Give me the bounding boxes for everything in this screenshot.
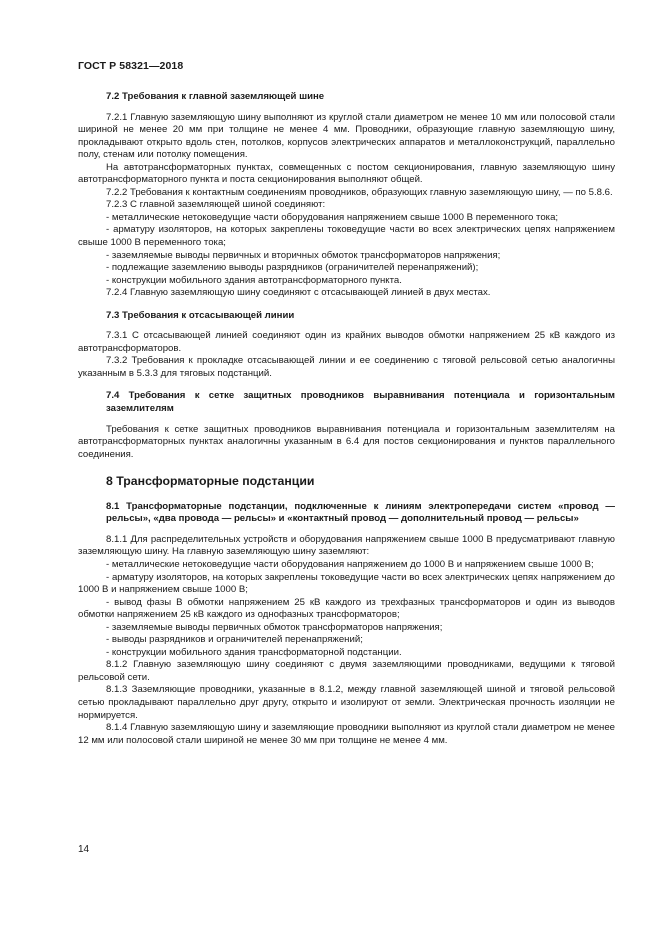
list-item: - подлежащие заземлению выводы разрядников (ограничителей перенапряжений); — [106, 262, 479, 274]
list-item: - металлические нетоковедущие части оборудования напряжением свыше 1000 В переменного тока; — [106, 211, 559, 223]
list-item: - заземляемые выводы первичных обмоток трансформаторов напряжения; — [106, 621, 443, 633]
list-item: - конструкции мобильного здания трансформаторной подстанции. — [106, 646, 402, 658]
paragraph: 8.1.4 Главную заземляющую шину и заземляющие проводники выполняют из круглой стали диаметром не менее 12 мм или полосовой стали шириной не менее 30 мм при толщине не менее 4 мм. — [78, 722, 615, 746]
list-item: - выводы разрядников и ограничителей перенапряжений; — [106, 634, 363, 646]
section-heading-7-4: 7.4 Требования к сетке защитных проводников выравнивания потенциала и горизонтальным заземлителям — [106, 390, 615, 415]
list-item: - металлические нетоковедущие части оборудования напряжением до 1000 В и напряжением свыше 1000 В; — [106, 558, 594, 570]
section-heading-8-1: 8.1 Трансформаторные подстанции, подключенные к линиям электропередачи систем «провод — рельсы», «два провода — рельсы» и «контактный провод — дополнительный провод — рельсы» — [106, 500, 615, 525]
paragraph: 7.2.4 Главную заземляющую шину соединяют с отсасывающей линией в двух местах. — [106, 287, 491, 299]
list-item: - конструкции мобильного здания автотрансформаторного пункта. — [106, 274, 402, 286]
paragraph: 8.1.1 Для распределительных устройств и оборудования напряжением свыше 1000 В предусматривают главную заземляющую шину. На главную заземляющую шину заземляют: — [78, 533, 615, 558]
list-item: - арматуру изоляторов, на которых закреплены токоведущие части во всех электрических цепях напряжением свыше 1000 В переменного тока; — [78, 224, 615, 249]
list-item: - вывод фазы В обмотки напряжением 25 кВ каждого из трехфазных трансформаторов и один из выводов обмотки напряжением 25 кВ каждого из однофазных трансформаторов; — [78, 596, 615, 621]
list-item: - арматуру изоляторов, на которых закреплены токоведущие части во всех электрических цепях напряжением до 1000 В и напряжением свыше 1000 В; — [78, 571, 615, 596]
page-number: 14 — [78, 844, 90, 855]
chapter-heading-8: 8 Трансформаторные подстанции — [106, 474, 315, 489]
list-item: - заземляемые выводы первичных и вторичных обмоток трансформаторов напряжения; — [106, 249, 501, 261]
paragraph: 7.2.1 Главную заземляющую шину выполняют из круглой стали диаметром не менее 10 мм или полосовой стали шириной не менее 20 мм при толщине не менее 4 мм. Проводники, образующие главную заземляющую шину, прокладывают открыто вдоль стен, потолков, корпусов электрических аппаратов и металлоконструкций, параллельно полу, стенам или потолку помещения. — [78, 111, 615, 161]
paragraph: 7.3.2 Требования к прокладке отсасывающей линии и ее соединению с тяговой рельсовой сетью аналогичны указанным в 5.3.3 для тяговых подстанций. — [78, 355, 615, 379]
paragraph: 7.3.1 С отсасывающей линией соединяют один из крайних выводов обмотки напряжением 25 кВ каждого из автотрансформаторов. — [78, 330, 615, 354]
document-body — [78, 90, 615, 747]
paragraph: 8.1.2 Главную заземляющую шину соединяют с двумя заземляющими проводниками, ведущими к тяговой рельсовой сети. — [78, 659, 615, 683]
document-id-header: ГОСТ Р 58321—2018 — [78, 60, 184, 72]
paragraph: 8.1.3 Заземляющие проводники, указанные в 8.1.2, между главной заземляющей шиной и тяговой рельсовой сетью прокладывают параллельно друг другу, открыто и изолируют от земли. Электрическая прочность изоляции не нормируется. — [78, 684, 615, 721]
paragraph: 7.2.2 Требования к контактным соединениям проводников, образующих главную заземляющую шину, — по 5.8.6. — [106, 186, 613, 198]
section-heading-7-2: 7.2 Требования к главной заземляющей шине — [106, 91, 325, 102]
paragraph: На автотрансформаторных пунктах, совмещенных с постом секционирования, главную заземляющую шину автотрансформаторного пункта и поста секционирования выполняют общей. — [78, 161, 615, 186]
section-heading-7-3: 7.3 Требования к отсасывающей линии — [106, 309, 295, 321]
paragraph: 7.2.3 С главной заземляющей шиной соединяют: — [106, 199, 326, 211]
paragraph: Требования к сетке защитных проводников выравнивания потенциала и горизонтальным заземлителям на автотрансформаторных пунктах аналогичны указанным в 6.4 для постов секционирования и пунктов параллельного соединения. — [78, 423, 615, 460]
